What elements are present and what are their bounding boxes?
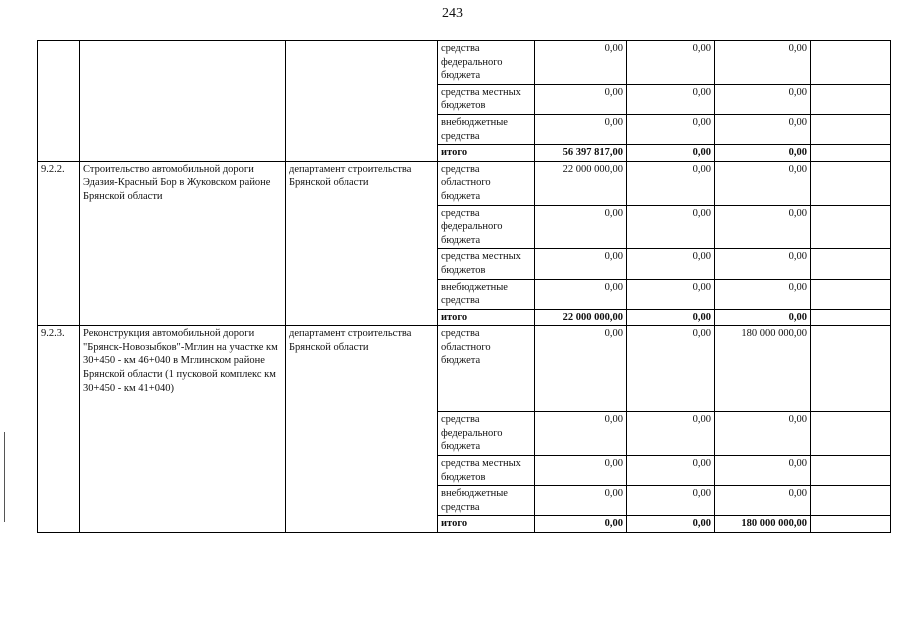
item-executor: департамент строительства Брянской области xyxy=(286,161,438,326)
empty-cell xyxy=(811,249,891,279)
amount-cell-v2: 0,00 xyxy=(627,249,715,279)
empty-cell xyxy=(811,41,891,85)
empty-cell xyxy=(811,326,891,412)
amount-cell-v1: 0,00 xyxy=(535,279,627,309)
amount-cell-v2: 0,00 xyxy=(627,486,715,516)
empty-cell xyxy=(811,486,891,516)
amount-cell-v1: 22 000 000,00 xyxy=(535,161,627,205)
amount-cell-v1: 22 000 000,00 xyxy=(535,309,627,326)
funding-source-label: внебюджетные средства xyxy=(438,279,535,309)
funding-source-label: итого xyxy=(438,145,535,162)
amount-cell-v3: 0,00 xyxy=(715,412,811,456)
empty-cell xyxy=(811,516,891,533)
amount-cell-v3: 0,00 xyxy=(715,84,811,114)
amount-cell-v1: 0,00 xyxy=(535,84,627,114)
funding-source-label: средства федерального бюджета xyxy=(438,412,535,456)
funding-source-label: внебюджетные средства xyxy=(438,114,535,144)
item-executor: департамент строительства Брянской области xyxy=(286,326,438,533)
budget-table xyxy=(37,40,891,533)
amount-cell-v1: 0,00 xyxy=(535,326,627,412)
amount-cell-v2: 0,00 xyxy=(627,161,715,205)
amount-cell-v2: 0,00 xyxy=(627,41,715,85)
page-number: 243 xyxy=(442,6,463,21)
amount-cell-v3: 180 000 000,00 xyxy=(715,326,811,412)
empty-cell xyxy=(811,456,891,486)
amount-cell-v1: 0,00 xyxy=(535,249,627,279)
amount-cell-v3: 0,00 xyxy=(715,205,811,249)
table-row xyxy=(38,326,891,412)
amount-cell-v1: 0,00 xyxy=(535,412,627,456)
amount-cell-v3: 180 000 000,00 xyxy=(715,516,811,533)
funding-source-label: внебюджетные средства xyxy=(438,486,535,516)
funding-source-label: средства местных бюджетов xyxy=(438,249,535,279)
amount-cell-v2: 0,00 xyxy=(627,145,715,162)
amount-cell-v1: 0,00 xyxy=(535,516,627,533)
amount-cell-v3: 0,00 xyxy=(715,249,811,279)
amount-cell-v2: 0,00 xyxy=(627,84,715,114)
empty-cell xyxy=(811,309,891,326)
amount-cell-v2: 0,00 xyxy=(627,516,715,533)
amount-cell-v3: 0,00 xyxy=(715,456,811,486)
funding-source-label: итого xyxy=(438,516,535,533)
amount-cell-v2: 0,00 xyxy=(627,279,715,309)
amount-cell-v3: 0,00 xyxy=(715,161,811,205)
funding-source-label: средства областного бюджета xyxy=(438,161,535,205)
item-number xyxy=(38,41,80,162)
item-number: 9.2.3. xyxy=(38,326,80,533)
table-row xyxy=(38,161,891,205)
amount-cell-v1: 0,00 xyxy=(535,41,627,85)
empty-cell xyxy=(811,114,891,144)
amount-cell-v1: 0,00 xyxy=(535,486,627,516)
funding-source-label: средства федерального бюджета xyxy=(438,41,535,85)
amount-cell-v2: 0,00 xyxy=(627,326,715,412)
item-number: 9.2.2. xyxy=(38,161,80,326)
amount-cell-v1: 0,00 xyxy=(535,114,627,144)
amount-cell-v3: 0,00 xyxy=(715,41,811,85)
item-executor xyxy=(286,41,438,162)
funding-source-label: итого xyxy=(438,309,535,326)
funding-source-label: средства федерального бюджета xyxy=(438,205,535,249)
funding-source-label: средства местных бюджетов xyxy=(438,456,535,486)
empty-cell xyxy=(811,412,891,456)
amount-cell-v3: 0,00 xyxy=(715,279,811,309)
amount-cell-v3: 0,00 xyxy=(715,486,811,516)
table-row xyxy=(38,41,891,85)
amount-cell-v1: 0,00 xyxy=(535,456,627,486)
empty-cell xyxy=(811,161,891,205)
amount-cell-v3: 0,00 xyxy=(715,114,811,144)
empty-cell xyxy=(811,84,891,114)
amount-cell-v3: 0,00 xyxy=(715,309,811,326)
item-name xyxy=(80,41,286,162)
amount-cell-v2: 0,00 xyxy=(627,456,715,486)
margin-line xyxy=(4,432,5,522)
amount-cell-v1: 56 397 817,00 xyxy=(535,145,627,162)
amount-cell-v2: 0,00 xyxy=(627,309,715,326)
empty-cell xyxy=(811,279,891,309)
funding-source-label: средства местных бюджетов xyxy=(438,84,535,114)
empty-cell xyxy=(811,145,891,162)
funding-source-label: средства областного бюджета xyxy=(438,326,535,412)
amount-cell-v2: 0,00 xyxy=(627,412,715,456)
item-name: Строительство автомобильной дороги Эдазия-Красный Бор в Жуковском районе Брянской области xyxy=(80,161,286,326)
amount-cell-v2: 0,00 xyxy=(627,205,715,249)
amount-cell-v2: 0,00 xyxy=(627,114,715,144)
amount-cell-v3: 0,00 xyxy=(715,145,811,162)
empty-cell xyxy=(811,205,891,249)
item-name: Реконструкция автомобильной дороги "Брянск-Новозыбков"-Мглин на участке км 30+450 - км 46+040 в Мглинском районе Брянской области (1 пусковой комплекс км 30+450 - км 41+040) xyxy=(80,326,286,533)
amount-cell-v1: 0,00 xyxy=(535,205,627,249)
